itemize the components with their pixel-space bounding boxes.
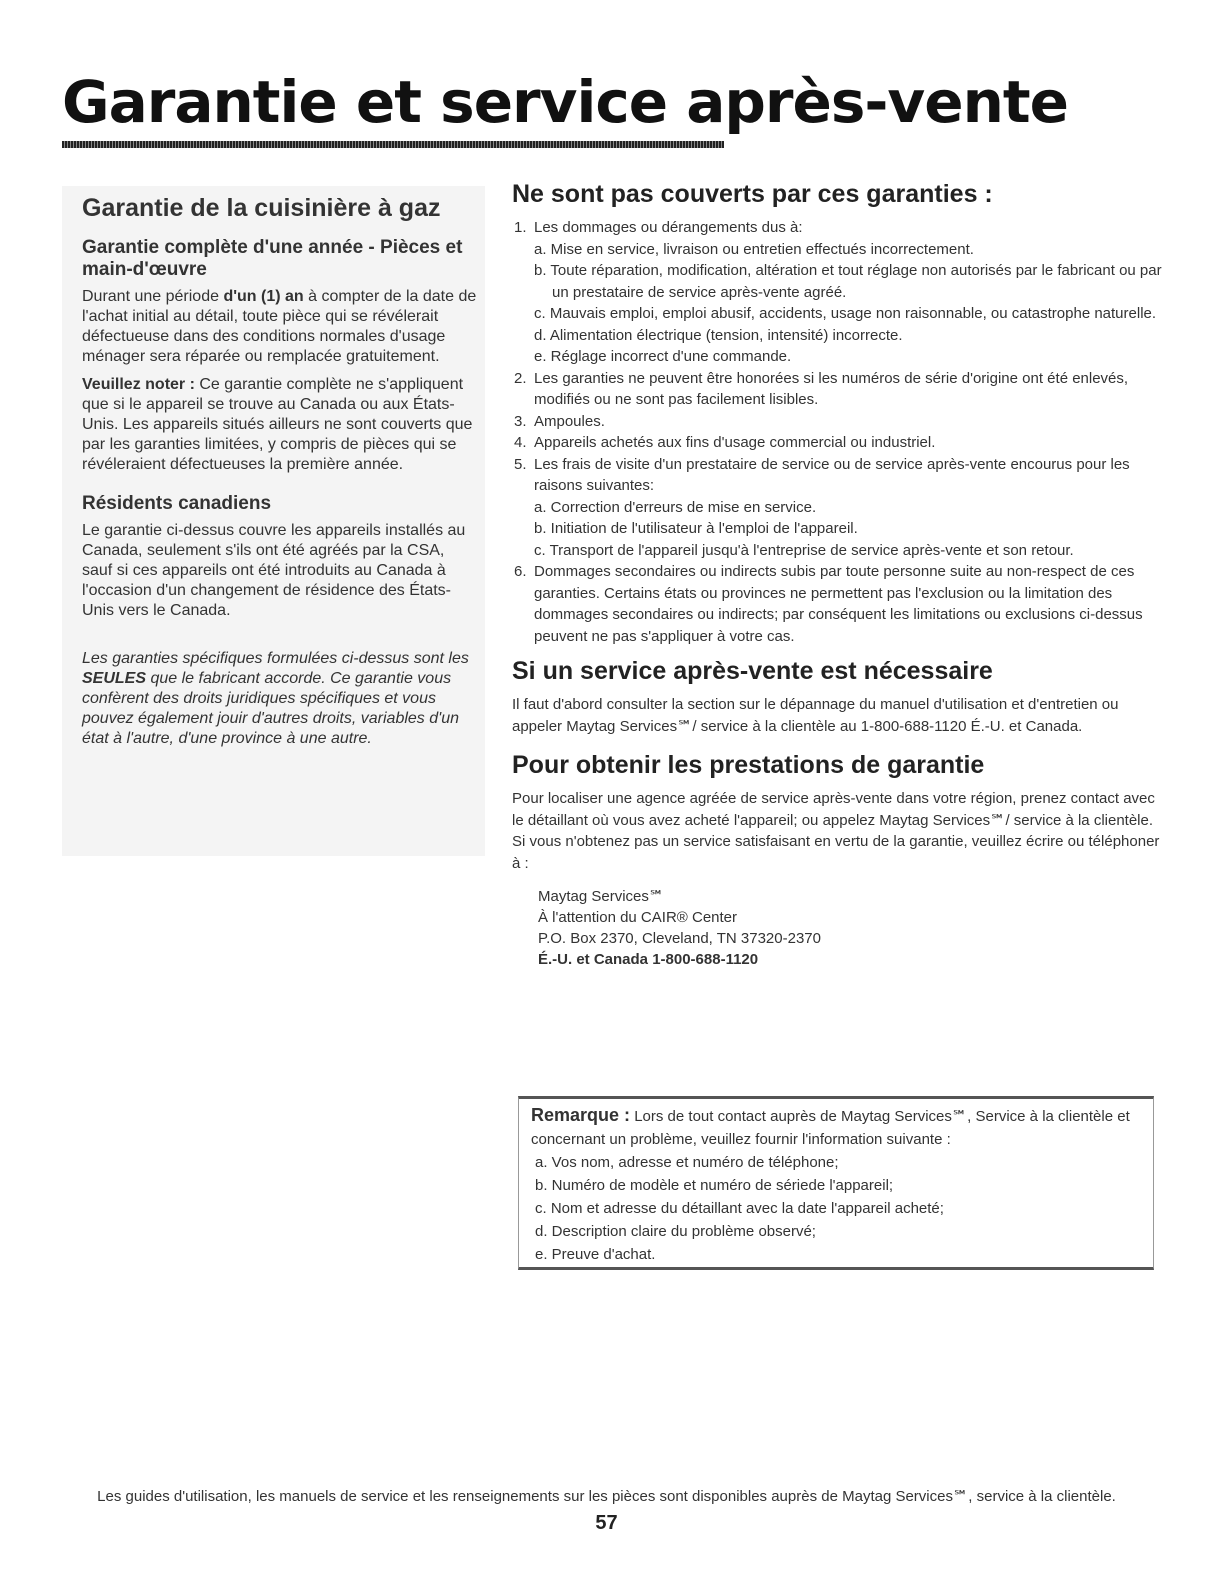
obtain-text: Pour localiser une agence agréée de service après-vente dans votre région, prenez contact avec le détaillant où vous avez acheté l'appareil; ou appelez Maytag Services℠/ service à la clientèle. Si vous n'obtenez pas un service satisfaisant en vertu de la garantie, veuillez écrire ou téléphoner à : — [512, 790, 1160, 872]
page-title: Garantie et service après-vente — [62, 68, 1068, 136]
sub-list — [534, 497, 1162, 562]
item-text: Les dommages ou dérangements dus à: — [534, 219, 803, 236]
address-line: P.O. Box 2370, Cleveland, TN 37320-2370 — [538, 930, 821, 947]
obtain-heading: Pour obtenir les prestations de garantie — [512, 751, 985, 779]
right-column — [512, 180, 1162, 970]
item-number: 2. — [514, 369, 527, 387]
sub-item: e. Réglage incorrect d'une commande. — [534, 348, 792, 365]
mailing-address — [538, 886, 1162, 970]
list-item: e. Preuve d'achat. — [535, 1246, 656, 1263]
title-rule — [62, 141, 724, 148]
sub-item: c. Mauvais emploi, emploi abusif, accidents, usage non raisonnable, ou catastrophe naturelle. — [534, 305, 1157, 322]
list-item — [512, 368, 1162, 411]
specific-warranty-text — [82, 649, 477, 749]
list-item — [512, 432, 1162, 454]
note-body: Ce garantie complète ne s'appliquent que si le appareil se trouve au Canada ou aux États-Unis. Les appareils situés ailleurs ne sont couverts que par les garanties limitées, y compris de pièces qui se révéleraient défectueuses la première année. — [82, 376, 473, 473]
italic-post: que le fabricant accorde. Ce garantie vous confèrent des droits juridiques spécifiques et vous pouvez également jouir d'autres droits, variables d'un état à l'autre, d'une province à une autre. — [82, 670, 459, 747]
remark-label: Remarque : — [531, 1105, 631, 1125]
warranty-period-text — [82, 287, 477, 367]
note-label: Veuillez noter : — [82, 376, 195, 393]
sub-item: a. Correction d'erreurs de mise en service. — [534, 498, 817, 516]
service-text: Il faut d'abord consulter la section sur le dépannage du manuel d'utilisation et d'entretien ou appeler Maytag Services℠/ service à la clientèle au 1-800-688-1120 É.-U. et Canada. — [512, 696, 1119, 735]
address-line: À l'attention du CAIR® Center — [538, 909, 738, 926]
not-covered-list — [512, 217, 1162, 647]
item-text: Ampoules. — [534, 412, 605, 430]
item-text: Les frais de visite d'un prestataire de service ou de service après-vente encourus pour les raisons suivantes: — [534, 455, 1130, 494]
italic-bold: SEULES — [82, 670, 147, 687]
residents-text: Le garantie ci-dessus couvre les appareils installés au Canada, seulement s'ils ont été agréés par la CSA, sauf si ces appareils ont été introduits au Canada à l'occasion d'un changement de résidence des États-Unis vers le Canada. — [82, 522, 466, 619]
residents-heading: Résidents canadiens — [82, 493, 272, 514]
remark-list — [531, 1151, 1141, 1266]
list-item: a. Vos nom, adresse et numéro de téléphone; — [535, 1154, 839, 1171]
list-item — [512, 561, 1162, 647]
period-bold: d'un (1) an — [223, 288, 304, 305]
sub-item: c. Transport de l'appareil jusqu'à l'entreprise de service après-vente et son retour. — [534, 541, 1074, 559]
item-text: Dommages secondaires ou indirects subis par toute personne suite au non-respect de ces garanties. Certains états ou provinces ne permettent pas l'exclusion ou la limitation des dommages secondaires ou indirects; par conséquent les limitations ou exclusions ci-dessus peuvent ne pas s'appliquer à votre cas. — [534, 563, 1143, 645]
sub-item: b. Toute réparation, modification, altération et tout réglage non autorisés par le fabricant ou par un prestataire de service après-vente agréé. — [534, 262, 1162, 301]
remark-box — [518, 1096, 1154, 1270]
remark-intro — [531, 1104, 1141, 1151]
item-number: 4. — [514, 434, 527, 451]
sub-item: a. Mise en service, livraison ou entretien effectués incorrectement. — [534, 240, 974, 258]
list-item: c. Nom et adresse du détaillant avec la date l'appareil acheté; — [535, 1200, 944, 1217]
footer-note: Les guides d'utilisation, les manuels de service et les renseignements sur les pièces sont disponibles auprès de Maytag Services℠, service à la clientèle. — [97, 1488, 1116, 1505]
sub-item: d. Alimentation électrique (tension, intensité) incorrecte. — [534, 326, 903, 344]
address-line: Maytag Services℠ — [538, 888, 665, 905]
warranty-heading: Garantie de la cuisinière à gaz — [82, 194, 441, 222]
full-warranty-subheading: Garantie complète d'une année - Pièces et main-d'œuvre — [82, 237, 463, 280]
item-text: Les garanties ne peuvent être honorées si les numéros de série d'origine ont été enlevés, modifiés ou ne sont pas facilement lisibles. — [534, 369, 1129, 408]
period-pre: Durant une période — [82, 288, 224, 305]
page-number: 57 — [595, 1512, 618, 1534]
item-text: Appareils achetés aux fins d'usage commercial ou industriel. — [534, 434, 936, 451]
remark-text: Lors de tout contact auprès de Maytag Services℠, Service à la clientèle et concernant un problème, veuillez fournir l'information suivante : — [531, 1108, 1130, 1148]
service-heading: Si un service après-vente est nécessaire — [512, 657, 993, 685]
list-item: d. Description claire du problème observé; — [535, 1223, 816, 1240]
not-covered-heading: Ne sont pas couverts par ces garanties : — [512, 180, 993, 208]
item-number: 3. — [514, 412, 527, 430]
item-number: 1. — [514, 219, 527, 236]
item-number: 6. — [514, 563, 527, 580]
list-item — [512, 217, 1162, 368]
period-post: à compter de la date de l'achat initial au détail, toute pièce qui se révélerait défectueuse dans des conditions normales d'usage ménager sera réparée ou remplacée gratuitement. — [82, 288, 477, 365]
italic-pre: Les garanties spécifiques formulées ci-dessus sont les — [82, 650, 469, 667]
warranty-panel — [62, 186, 485, 856]
note-text — [82, 375, 477, 475]
list-item — [512, 411, 1162, 433]
list-item: b. Numéro de modèle et numéro de sériede l'appareil; — [535, 1177, 894, 1194]
list-item — [512, 454, 1162, 562]
sub-item: b. Initiation de l'utilisateur à l'emploi de l'appareil. — [534, 520, 858, 537]
item-number: 5. — [514, 455, 527, 473]
sub-list — [534, 239, 1162, 368]
phone-line: É.-U. et Canada 1-800-688-1120 — [538, 951, 759, 968]
